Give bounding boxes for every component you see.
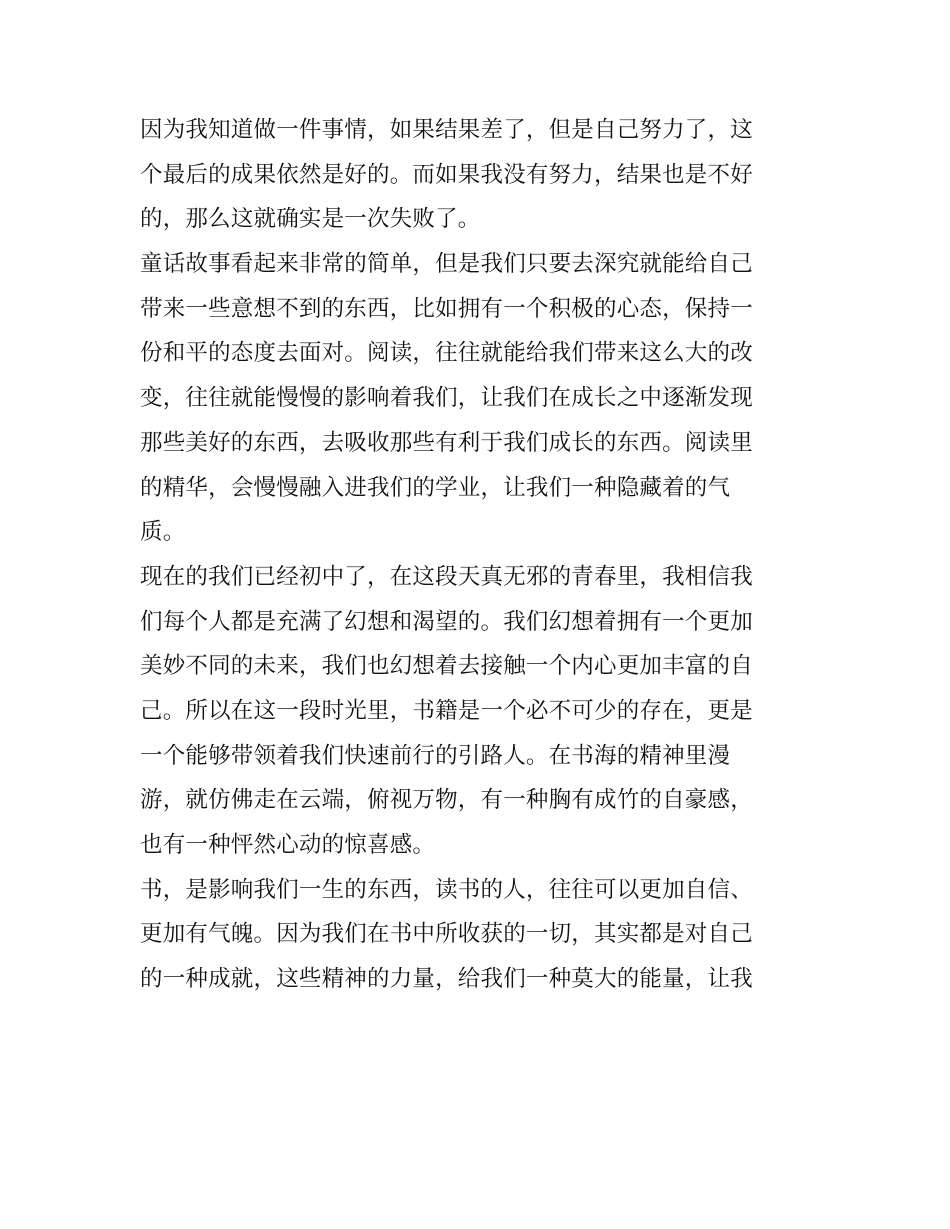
text-line: 的，那么这就确实是一次失败了。: [140, 206, 481, 233]
text-line: 们每个人都是充满了幻想和渴望的。我们幻想着拥有一个更加: [140, 608, 753, 635]
text-line: 质。: [140, 519, 186, 546]
paragraph-2: [140, 242, 820, 555]
document-body: [140, 108, 820, 1002]
paragraph-4: [140, 868, 820, 1002]
text-line: 的一种成就，这些精神的力量，给我们一种莫大的能量，让我: [140, 966, 753, 993]
text-line: 份和平的态度去面对。阅读，往往就能给我们带来这么大的改: [140, 340, 753, 367]
text-line: 个最后的成果依然是好的。而如果我没有努力，结果也是不好: [140, 161, 753, 188]
paragraph-1: [140, 108, 820, 242]
text-line: 带来一些意想不到的东西，比如拥有一个积极的心态，保持一: [140, 295, 753, 322]
text-line: 美妙不同的未来，我们也幻想着去接触一个内心更加丰富的自: [140, 653, 753, 680]
text-line: 变，往往就能慢慢的影响着我们，让我们在成长之中逐渐发现: [140, 385, 753, 412]
text-line: 一个能够带领着我们快速前行的引路人。在书海的精神里漫: [140, 742, 731, 769]
text-line: 书，是影响我们一生的东西，读书的人，往往可以更加自信、: [140, 876, 753, 903]
text-line: 也有一种怦然心动的惊喜感。: [140, 832, 436, 858]
text-line: 现在的我们已经初中了，在这段天真无邪的青春里，我相信我: [140, 563, 753, 590]
text-line: 那些美好的东西，去吸收那些有利于我们成长的东西。阅读里: [140, 429, 753, 456]
text-line: 游，就仿佛走在云端，俯视万物，有一种胸有成竹的自豪感，: [140, 787, 753, 814]
text-line: 更加有气魄。因为我们在书中所收获的一切，其实都是对自己: [140, 921, 753, 948]
text-line: 因为我知道做一件事情，如果结果差了，但是自己努力了，这: [140, 117, 753, 143]
paragraph-3: [140, 555, 820, 868]
text-line: 童话故事看起来非常的简单，但是我们只要去深究就能给自己: [140, 251, 753, 278]
text-line: 的精华，会慢慢融入进我们的学业，让我们一种隐藏着的气: [140, 474, 731, 501]
text-line: 己。所以在这一段时光里，书籍是一个必不可少的存在，更是: [140, 697, 753, 724]
